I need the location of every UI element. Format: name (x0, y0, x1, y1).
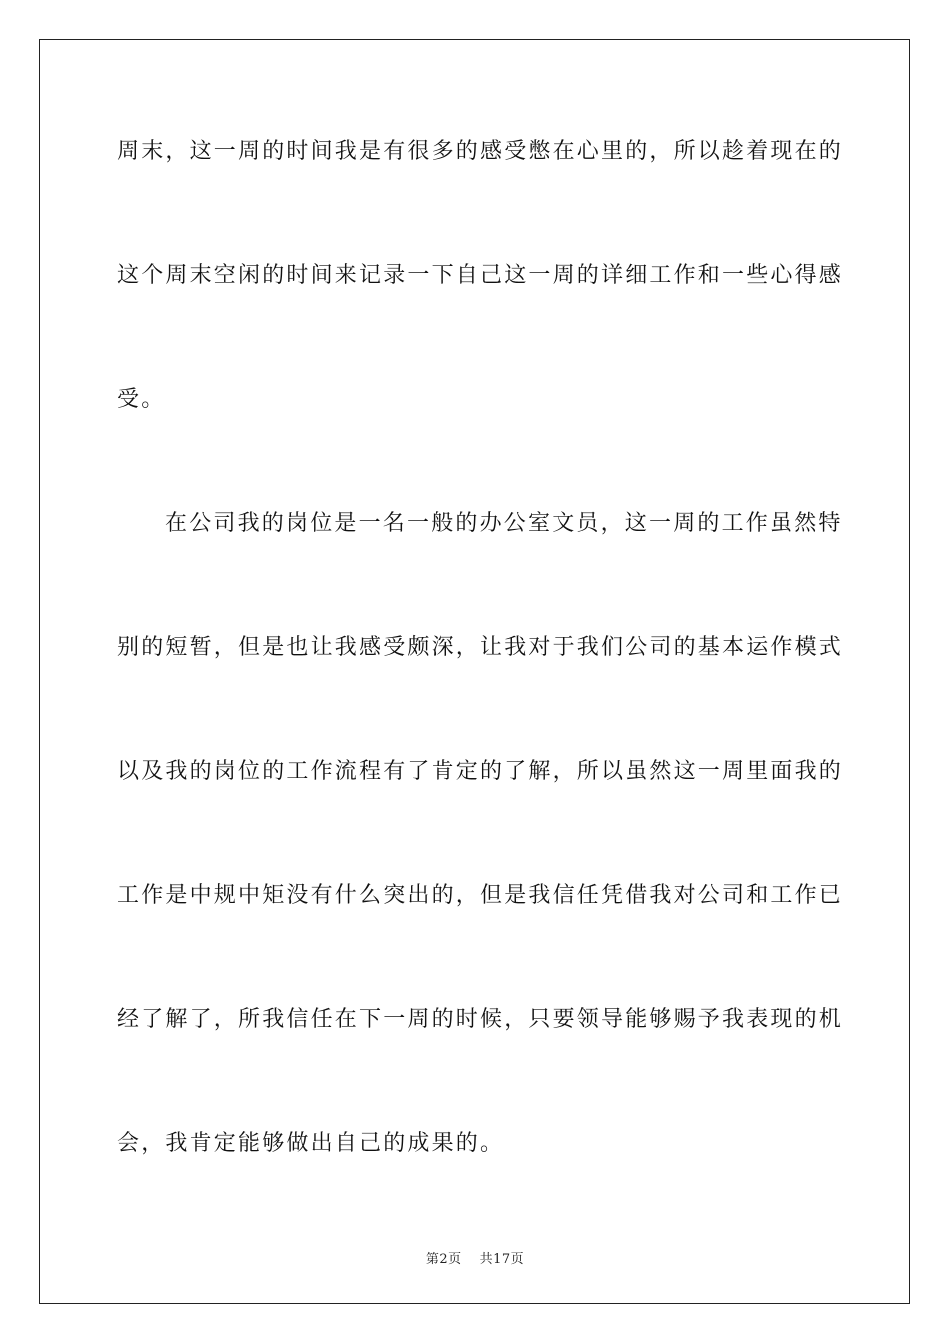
text-line: 在公司我的岗位是一名一般的办公室文员，这一周的工作虽然特 (165, 511, 843, 536)
page-footer (0, 1248, 950, 1267)
text-line: 以及我的岗位的工作流程有了肯定的了解，所以虽然这一周里面我的 (117, 759, 844, 784)
document-body (117, 126, 844, 1242)
text-line: 经了解了，所我信任在下一周的时候，只要领导能够赐予我表现的机 (117, 1007, 844, 1032)
page-total: 共17页 (479, 1252, 525, 1267)
text-line: 会，我肯定能够做出自己的成果的。 (117, 1131, 505, 1156)
text-line: 受。 (117, 387, 166, 412)
text-line: 这个周末空闲的时间来记录一下自己这一周的详细工作和一些心得感 (117, 263, 844, 288)
page-number: 第2页 (425, 1252, 462, 1267)
text-line: 工作是中规中矩没有什么突出的，但是我信任凭借我对公司和工作已 (117, 883, 844, 908)
text-line: 周末，这一周的时间我是有很多的感受憋在心里的，所以趁着现在的 (117, 139, 844, 164)
text-line: 别的短暂，但是也让我感受颇深，让我对于我们公司的基本运作模式 (117, 635, 844, 660)
